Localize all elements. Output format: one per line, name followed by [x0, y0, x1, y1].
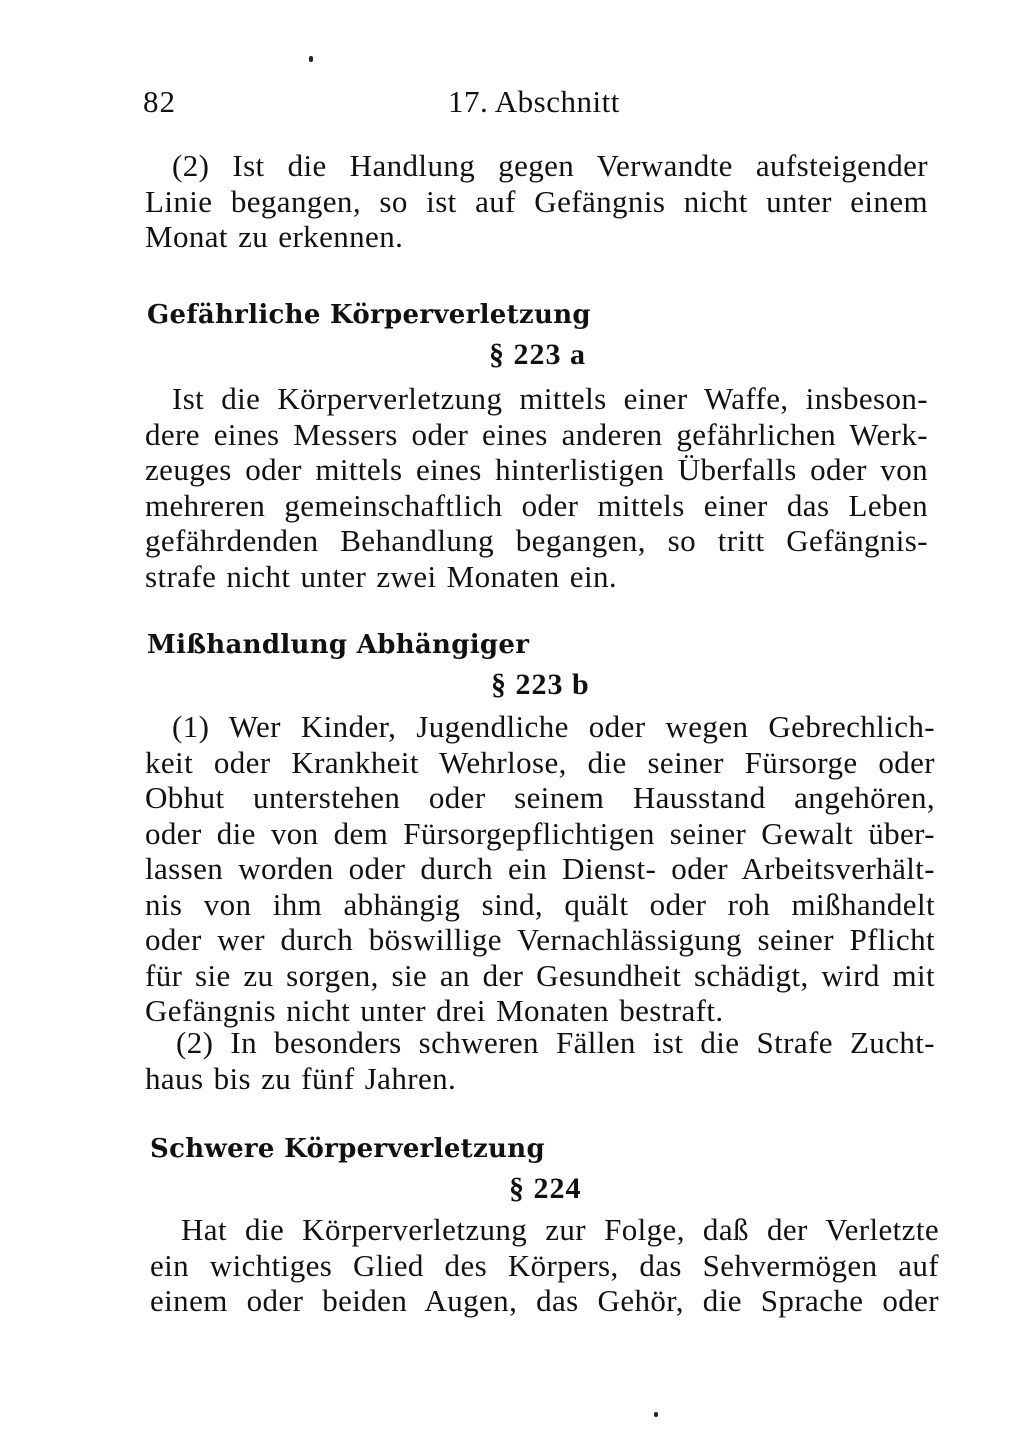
continuation-paragraph-cont — [145, 184, 928, 255]
page-number: 82 — [143, 84, 176, 119]
text-line: dere eines Messers oder eines anderen gefährlichen Werk- — [145, 416, 928, 452]
text-line: gefährdenden Behandlung begangen, so tritt Gefängnis- — [145, 523, 928, 558]
paragraph-224-first — [181, 1212, 939, 1248]
print-speck — [309, 56, 313, 62]
text-line: nis von ihm abhängig sind, quält oder roh mißhandelt — [145, 886, 935, 922]
text-line: keit oder Krankheit Wehrlose, die seiner Fürsorge oder — [145, 744, 935, 780]
section-heading-224: Schwere Körperverletzung — [150, 1134, 545, 1164]
text-line: (2) In besonders schweren Fällen ist die Strafe Zucht- — [176, 1025, 935, 1060]
paragraph-224 — [150, 1248, 939, 1319]
text-line: für sie zu sorgen, sie an der Gesundheit schädigt, wird mit — [145, 957, 935, 993]
text-line: ein wichtiges Glied des Körpers, das Sehvermögen auf — [150, 1247, 939, 1283]
text-line: haus bis zu fünf Jahren. — [145, 1060, 457, 1096]
section-number-223a: § 223 a — [489, 338, 586, 371]
text-line: zeuges oder mittels eines hinterlistigen Überfalls oder von — [145, 452, 928, 487]
section-heading-223b: Mißhandlung Abhängiger — [147, 630, 530, 660]
paragraph-223b-2-first — [176, 1025, 935, 1061]
paragraph-223b-1-first — [172, 709, 935, 745]
text-line: Hat die Körperverletzung zur Folge, daß der Verletzte — [181, 1212, 939, 1247]
section-number-223b: § 223 b — [491, 668, 590, 701]
text-line: mehreren gemeinschaftlich oder mittels einer das Leben — [145, 487, 928, 523]
paragraph-223a-first — [172, 381, 928, 417]
text-line: (2) Ist die Handlung gegen Verwandte aufsteigender — [172, 148, 928, 183]
print-speck — [654, 1412, 658, 1417]
chapter-title: 17. Abschnitt — [448, 84, 620, 119]
paragraph-223a — [145, 417, 928, 595]
text-line: einem oder beiden Augen, das Gehör, die Sprache oder — [150, 1283, 939, 1318]
text-line: lassen worden oder durch ein Dienst- oder Arbeitsverhält- — [145, 851, 935, 886]
continuation-paragraph — [172, 148, 928, 184]
text-line: oder die von dem Fürsorgepflichtigen seiner Gewalt über- — [145, 815, 935, 851]
section-heading-223a: Gefährliche Körperverletzung — [147, 300, 591, 330]
running-header — [143, 84, 933, 124]
text-line: oder wer durch böswillige Vernachlässigung seiner Pflicht — [145, 922, 935, 957]
paragraph-223b-2 — [145, 1061, 935, 1097]
paragraph-223b-1 — [145, 745, 935, 1029]
text-line: Obhut unterstehen oder seinem Hausstand angehören, — [145, 780, 935, 815]
section-number-224: § 224 — [509, 1172, 582, 1205]
text-line: Ist die Körperverletzung mittels einer Waffe, insbeson- — [172, 381, 928, 416]
text-line: strafe nicht unter zwei Monaten ein. — [145, 558, 618, 594]
text-line: Linie begangen, so ist auf Gefängnis nicht unter einem — [145, 183, 928, 219]
text-line: (1) Wer Kinder, Jugendliche oder wegen Gebrechlich- — [172, 709, 935, 744]
text-line: Monat zu erkennen. — [145, 219, 404, 254]
text-line: Gefängnis nicht unter drei Monaten bestraft. — [145, 993, 724, 1028]
